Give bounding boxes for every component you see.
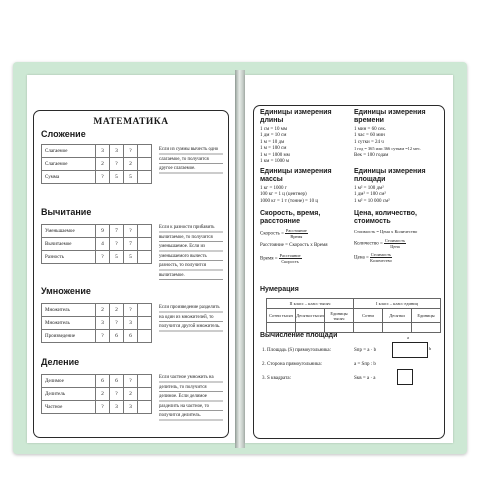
units-panel [253,105,445,439]
formula [354,238,417,249]
formula-left: Время = [260,256,278,262]
table-row [42,375,152,388]
table-cell-label: Делитель [42,388,96,401]
table-row [42,330,152,343]
table-cell: 6 [96,375,110,388]
left-page [27,75,235,443]
time-units-title: Единицы измерения времени [354,109,426,124]
unit-line: 1 м = 1000 мм [260,152,290,158]
table-cell: 6 [110,375,124,388]
table-row [42,251,152,264]
mass-units-title: Единицы измерения массы [260,168,332,183]
table-cell-label: Вычитаемое [42,238,96,251]
table-cell: ? [110,238,124,251]
speed-formulas [260,228,328,264]
unit-line: 1 сутки = 24 ч [354,139,384,145]
table-cell: Единицы [412,309,441,323]
table-cell: ? [96,171,110,184]
table-cell: ? [96,251,110,264]
table-cell-blank [138,330,152,343]
table-cell: 3 [110,145,124,158]
area-calc-item: 1. Площадь (S) прямоугольника: [262,348,332,353]
unit-line: Век = 100 годам [354,152,389,158]
table-cell-blank [138,225,152,238]
division-table [41,374,152,414]
table-cell-blank [138,375,152,388]
fraction [384,238,406,249]
table-cell: 6 [124,330,138,343]
unit-line: 100 кг = 1 ц (центнер) [260,192,307,198]
price-formulas [354,228,417,263]
right-page [245,75,453,443]
numeration-table [266,298,441,333]
table-cell: I класс – класс единиц [354,299,441,309]
table-cell-label: Частное [42,401,96,414]
unit-line: 1 год = 365 или 366 суткам =12 мес. [354,146,422,152]
table-cell: ? [124,304,138,317]
subtraction-rule: Если к разности прибавить вычитаемое, то получится уменьшаемое. Если из уменьшаемого вычесть разность, то получится вычитаемое. [159,223,223,280]
table-row [42,238,152,251]
table-row [42,304,152,317]
fraction [279,253,302,264]
table-cell-label: Уменьшаемое [42,225,96,238]
table-cell: II класс – класс тысяч [267,299,354,309]
table-cell-blank [138,238,152,251]
table-cell: 2 [96,388,110,401]
table-cell-blank [138,317,152,330]
table-cell: ? [124,225,138,238]
table-cell-label: Сумма [42,171,96,184]
unit-line: 1 час = 60 мин [354,133,385,139]
table-cell: Десятки тысяч [296,309,325,323]
table-cell: ? [96,401,110,414]
section-title-division: Деление [41,357,80,367]
table-cell: ? [96,330,110,343]
formula-left: Скорость = [260,231,284,237]
math-panel [33,110,229,438]
table-cell: 5 [110,251,124,264]
table-cell: 3 [124,317,138,330]
table-cell-label: Произведение [42,330,96,343]
price-title: Цена, количество, стоимость [354,210,417,225]
area-calc-item: 2. Сторона прямоугольника: [262,362,322,367]
fraction [370,252,392,263]
table-cell: ? [124,375,138,388]
mass-units-list [260,186,318,205]
table-row [42,171,152,184]
area-calc-item: 3. S квадрата: [262,376,291,381]
table-row [42,401,152,414]
table-cell-label: Слагаемое [42,158,96,171]
unit-line: 1 м = 10 дм [260,139,285,145]
division-rule: Если частное умножить на делитель, то получится делимое. Если делимое разделить на частное, то получится делитель. [159,373,223,421]
addition-rule: Если из суммы вычесть одно слагаемое, то получится другое слагаемое. [159,145,223,174]
table-cell-label: Разность [42,251,96,264]
formula [260,228,328,239]
table-cell: 3 [110,401,124,414]
area-calc-expr: Sпр = a · b [354,348,377,353]
unit-line: 1 дм² = 100 см² [354,192,386,198]
table-cell: 2 [96,304,110,317]
table-row [42,388,152,401]
table-cell: Сотни [354,309,383,323]
table-cell-label: Множитель [42,317,96,330]
unit-line: 1 мин = 60 сек. [354,127,387,132]
section-title-addition: Сложение [41,129,86,139]
table-cell-blank [354,323,383,333]
table-cell: 4 [96,238,110,251]
denominator: Цена [390,244,400,249]
table-cell: ? [110,317,124,330]
unit-line: 1 м = 100 см [260,146,287,152]
subtraction-table [41,224,152,264]
multiplication-table [41,303,152,343]
formula: Расстояние = Скорость х Время [260,243,328,248]
table-cell-blank [412,323,441,333]
table-row [267,323,441,333]
table-cell: 5 [124,171,138,184]
table-cell: 2 [96,158,110,171]
numeration-title: Нумерация [260,286,299,293]
rectangle-figure [392,342,428,358]
table-cell-blank [138,145,152,158]
addition-table [41,144,152,184]
denominator: Время [290,234,303,239]
figure-label-a: a [407,335,409,340]
table-cell: ? [110,388,124,401]
table-cell: 3 [96,145,110,158]
formula-left: Количество = [354,241,383,247]
table-cell-blank [138,304,152,317]
table-cell: 2 [124,388,138,401]
unit-line: 1 м² = 100 дм² [354,186,384,191]
unit-line: 1 см = 10 мм [260,127,288,132]
table-cell: 7 [124,238,138,251]
unit-line: 1 км = 1000 м [260,159,290,165]
table-cell-blank [267,323,296,333]
table-cell-blank [138,401,152,414]
table-cell: ? [110,158,124,171]
table-row [42,317,152,330]
table-cell-blank [138,171,152,184]
numerator: Стоимость [370,252,392,257]
table-cell-blank [383,323,412,333]
area-calc-expr: Sкв = a · a [354,376,376,381]
denominator: Скорость [281,259,299,264]
math-title: МАТЕМАТИКА [93,117,169,127]
table-cell-blank [296,323,325,333]
table-cell: Десятки [383,309,412,323]
area-units-title: Единицы измерения площади [354,168,426,183]
table-cell: 5 [124,251,138,264]
notebook-spine [235,70,245,448]
numerator: Расстояние [279,253,301,258]
table-cell: 5 [110,171,124,184]
formula [260,253,328,264]
area-units-list [354,186,390,205]
figure-label-b: b [429,346,432,351]
length-units-list [260,127,290,165]
table-cell: ? [124,145,138,158]
table-row [267,299,441,309]
formula [354,252,417,263]
table-cell: 6 [110,330,124,343]
table-cell: 9 [96,225,110,238]
table-row [42,145,152,158]
table-row [267,309,441,323]
table-cell: 3 [124,401,138,414]
table-cell-blank [325,323,354,333]
formula-left: Цена = [354,255,369,261]
unit-line: 1000 кг = 1 т (тонне) = 10 ц [260,198,319,204]
unit-line: 1 кг = 1000 г [260,186,287,191]
denominator: Количество [370,258,392,263]
table-cell: 2 [110,304,124,317]
numerator: Стоимость [384,238,406,243]
table-cell: Единицы тысяч [325,309,354,323]
area-calc-title: Вычисление площади [260,332,338,339]
square-figure [397,369,413,385]
table-cell: 7 [110,225,124,238]
table-cell: Сотни тысяч [267,309,296,323]
numerator: Расстояние [285,228,307,233]
unit-line: 1 дм = 10 см [260,133,287,139]
area-calc-expr: a = Sпр : b [354,362,376,367]
table-cell-label: Делимое [42,375,96,388]
table-row [42,225,152,238]
multiplication-rule: Если произведение разделить на один из множителей, то получится другой множитель. [159,303,223,332]
section-title-multiplication: Умножение [41,286,91,296]
table-cell: 3 [96,317,110,330]
length-units-title: Единицы измерения длины [260,109,332,124]
table-cell: 2 [124,158,138,171]
table-cell-label: Множитель [42,304,96,317]
table-cell-blank [138,388,152,401]
speed-title: Скорость, время, расстояние [260,210,321,225]
section-title-subtraction: Вычитание [41,207,92,217]
fraction [285,228,308,239]
unit-line: 1 м² = 10 000 см² [354,198,390,204]
table-row [42,158,152,171]
table-cell-blank [138,158,152,171]
table-cell-label: Слагаемое [42,145,96,158]
time-units-list [354,127,444,159]
formula: Стоимость = Цена х Количество [354,229,418,234]
table-cell-blank [138,251,152,264]
